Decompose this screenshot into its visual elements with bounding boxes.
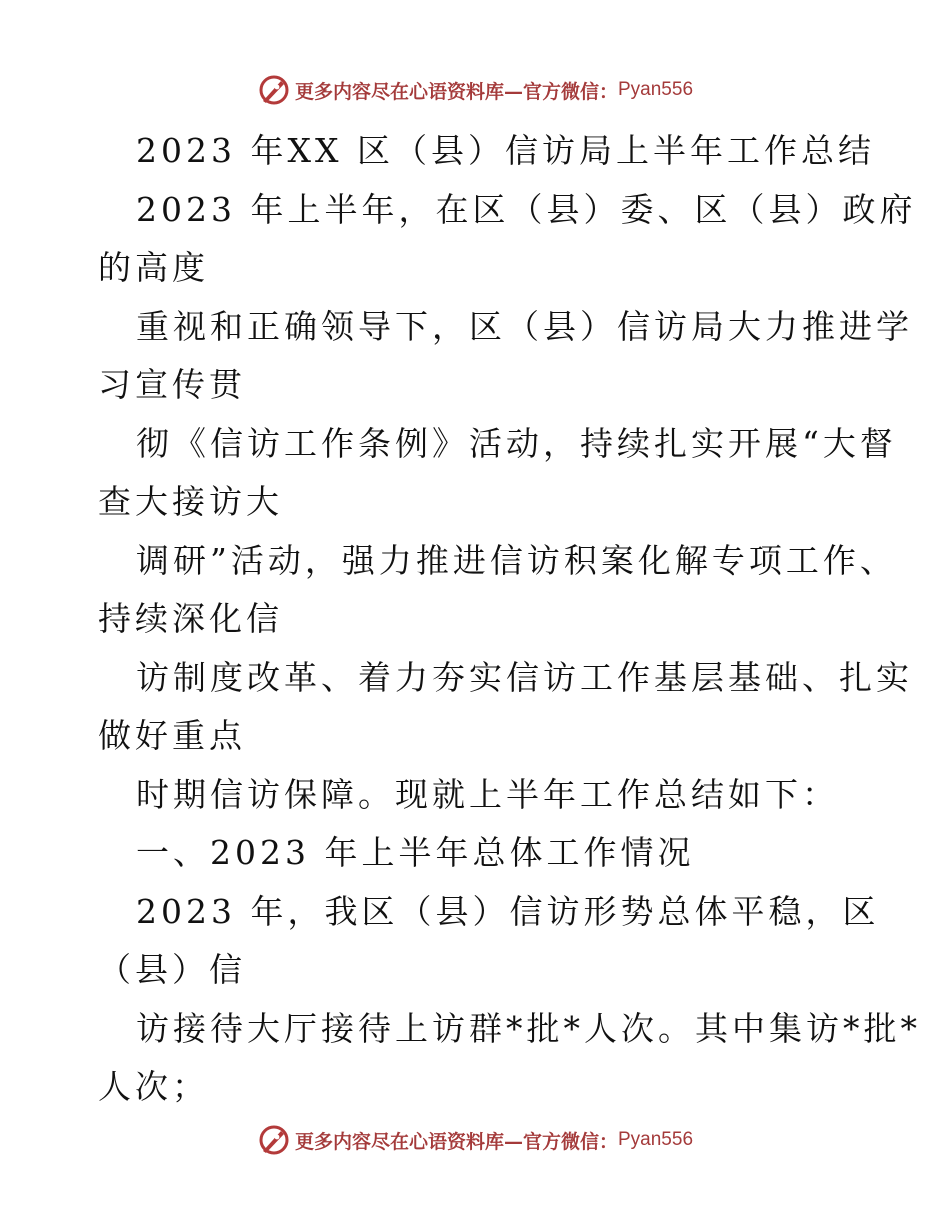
- watermark-contact: Pyan556: [618, 1129, 694, 1150]
- footer-watermark: [0, 1120, 950, 1160]
- section-heading: 一、2023 年上半年总体工作情况: [136, 833, 695, 872]
- text-line: 2023 年上半年，在区（县）委、区（县）政府: [136, 189, 917, 229]
- document-title: 2023 年XX 区（县）信访局上半年工作总结: [136, 131, 875, 170]
- text-line: 的高度: [98, 248, 209, 287]
- quill-logo-icon: [257, 73, 291, 107]
- text-line: （县）信: [98, 950, 246, 989]
- text-line: 调研”活动，强力推进信访积案化解专项工作、: [136, 540, 897, 580]
- text-line: 彻《信访工作条例》活动，持续扎实开展“大督: [136, 423, 897, 463]
- watermark-text: 更多内容尽在心语资料库—官方微信：: [294, 1130, 618, 1153]
- text-line: 访接待大厅接待上访群*批*人次。其中集访*批*: [136, 1008, 921, 1048]
- text-line: 人次；: [98, 1067, 209, 1106]
- text-line: 2023 年，我区（县）信访形势总体平稳，区: [136, 891, 880, 931]
- text-line: 持续深化信: [98, 599, 283, 638]
- text-line: 习宣传贯: [98, 365, 246, 404]
- document-body: [98, 122, 921, 1117]
- quill-logo-icon: [257, 1123, 291, 1157]
- text-line: 重视和正确领导下，区（县）信访局大力推进学: [136, 306, 913, 346]
- text-line: 做好重点: [98, 716, 246, 755]
- watermark-contact: Pyan556: [618, 79, 694, 100]
- text-line: 查大接访大: [98, 482, 283, 521]
- watermark-text: 更多内容尽在心语资料库—官方微信：: [294, 80, 618, 103]
- text-line: 时期信访保障。现就上半年工作总结如下：: [136, 774, 839, 814]
- text-line: 访制度改革、着力夯实信访工作基层基础、扎实: [136, 657, 913, 697]
- header-watermark: [0, 70, 950, 110]
